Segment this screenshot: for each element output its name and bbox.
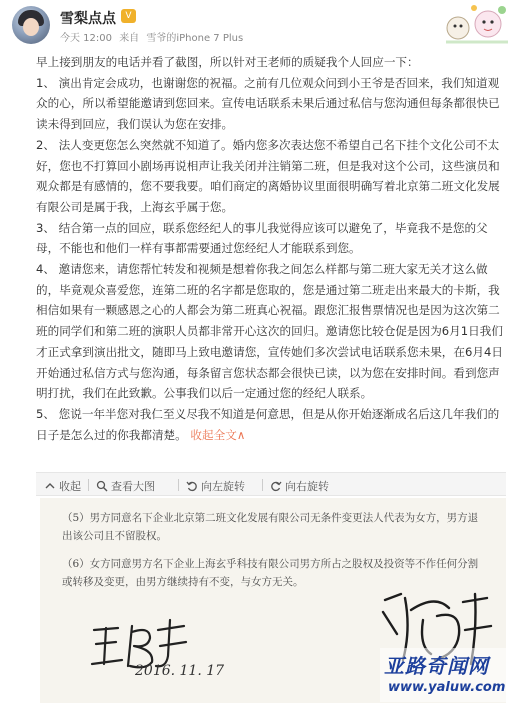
post-paragraph-intro: 早上接到朋友的电话并看了截图，所以针对王老师的质疑我个人回应一下： xyxy=(36,55,419,69)
post-header xyxy=(0,0,520,50)
post-time: 今天 12:00 xyxy=(60,33,112,44)
rotate-right-label: 向右旋转 xyxy=(285,480,329,493)
vip-badge: V xyxy=(121,9,136,23)
collapse-arrow-icon: ∧ xyxy=(236,427,246,442)
signature-date: 2016. 11. 17 xyxy=(135,663,225,679)
post-paragraph-3: 3、 结合第一点的回应，联系您经纪人的事儿我觉得应该可以避免了，毕竟我不是您的父母，不能也和他们一样有事都需要通过您经纪人才能联系到您。 xyxy=(36,220,488,256)
collapse-up-icon xyxy=(44,480,56,492)
rotate-right-icon xyxy=(270,480,282,492)
collapse-full-text-link[interactable] xyxy=(190,428,245,442)
rotate-left-label: 向左旋转 xyxy=(201,480,245,493)
divider xyxy=(262,479,263,491)
watermark-url: www.yaluw.com xyxy=(388,680,506,695)
rotate-left-button[interactable] xyxy=(186,478,245,494)
magnifier-icon xyxy=(96,480,108,492)
collapse-label: 收起 xyxy=(59,480,81,493)
clause-6-line-1: （6）女方同意男方名下企业上海玄乎科技有限公司男方所占之股权及投资等不作任何分割 xyxy=(62,558,479,570)
divider xyxy=(88,479,89,491)
clause-5-line-1: （5）男方同意名下企业北京第二班文化发展有限公司无条件变更法人代表为女方，男方退 xyxy=(62,512,479,524)
watermark-title: 亚路奇闻网 xyxy=(384,654,489,678)
rotate-left-icon xyxy=(186,480,198,492)
clause-6-line-2: 或转移及变更，由男方继续持有不变，与女方无关。 xyxy=(62,576,304,588)
post-paragraph-5-text: 5、 您说一年半您对我仁至义尽我不知道是何意思，但是从你开始逐渐成名后这几年我们的日子是怎么过的你我都清楚。 xyxy=(36,406,500,442)
divider xyxy=(178,479,179,491)
post-source[interactable]: 雪爷的iPhone 7 Plus xyxy=(146,33,244,44)
decoration-sticker-icon xyxy=(444,2,510,46)
view-large-image-label: 查看大图 xyxy=(111,480,155,493)
post-paragraph-5 xyxy=(36,404,508,445)
collapse-button[interactable] xyxy=(44,478,81,494)
post-text xyxy=(36,52,508,445)
rotate-right-button[interactable] xyxy=(270,478,329,494)
collapse-full-text-label[interactable]: 收起全文 xyxy=(190,427,237,442)
image-action-bar xyxy=(36,472,506,496)
username[interactable]: 雪梨点点 xyxy=(60,11,116,27)
post-paragraph-1: 1、 演出肯定会成功，也谢谢您的祝福。之前有几位观众问到小王爷是否回来，我们知道观众的心，所以希望能邀请到您回来。宣传电话联系未果后通过私信与您沟通但每条都很快已读未得到回应，我们误认为您在安排。 xyxy=(36,75,500,132)
post-paragraph-2: 2、 法人变更您怎么突然就不知道了。婚内您多次表达您不希望自己名下挂个文化公司不太好，您也不打算回小剧场再说相声让我关闭并注销第二班，但是我对这个公司，这些演员和观众都是有感情的，您不要我要。咱们商定的离婚协议里面很明确写着北京第二班文化发展有限公司是属于我，上海玄乎属于您。 xyxy=(36,137,500,214)
source-prefix: 来自 xyxy=(119,33,140,44)
post-paragraph-4: 4、 邀请您来，请您帮忙转发和视频是想着你我之间怎么样都与第二班大家无关才这么做的，毕竟观众喜爱您，连第二班的名字都是您取的，您是通过第二班走出来最大的卡斯，我相信如果有一颗感恩之心的人都会为第二班真心祝福。跟您汇报售票情况也是因为这次第二班的同学们和第二班的演职人员都非常开心这次的回归。邀请您比较仓促是因为6月1日我们才正式拿到演出批文，随即马上致电邀请您，宣传她们多次尝试电话联系您未果，在6月4日开始通过私信方式与您沟通，每条留言您状态都会很快已读，以为您在安排时间。看到您声明打扰，我们在此致歉。公事我们以后一定通过您的经纪人联系。 xyxy=(36,262,503,401)
post-meta xyxy=(60,29,243,44)
avatar[interactable] xyxy=(12,6,50,44)
site-watermark xyxy=(380,648,516,702)
clause-5-line-2: 出该公司且不留股权。 xyxy=(62,530,167,542)
view-large-image-button[interactable] xyxy=(96,478,155,494)
